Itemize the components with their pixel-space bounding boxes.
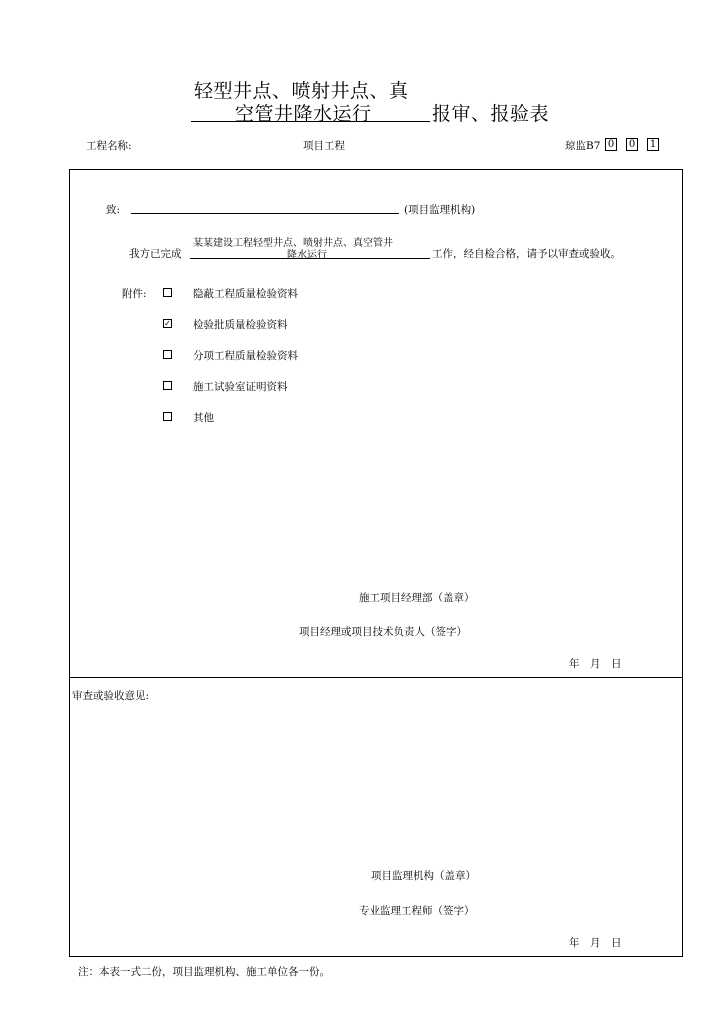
attachment-checkbox-5[interactable] (163, 412, 172, 421)
form-code-digit-3: 1 (647, 138, 659, 151)
attachment-label-1: 隐蔽工程质量检验资料 (193, 288, 298, 300)
complete-value-line-2: 降水运行 (287, 250, 327, 261)
form-code-digit-2: 0 (626, 138, 638, 151)
footer-note: 注：本表一式二份，项目监理机构、施工单位各一份。 (78, 966, 330, 978)
section1-date: 年 月 日 (569, 658, 622, 670)
title-line-1: 轻型井点、喷射井点、真 (194, 80, 409, 102)
attachment-label-5: 其他 (193, 412, 214, 424)
title-underline (191, 121, 430, 122)
engineer-sign-label: 专业监理工程师（签字） (359, 905, 475, 917)
form-code-label: 琼监B7 (565, 140, 601, 152)
attachment-label-2: 检验批质量检验资料 (193, 319, 288, 331)
opinion-label: 审查或验收意见: (72, 690, 150, 702)
check-icon: ✓ (164, 319, 171, 328)
section2-date: 年 月 日 (569, 937, 622, 949)
complete-prefix: 我方已完成 (129, 248, 182, 260)
project-name-label: 工程名称: (86, 140, 132, 152)
section-divider (69, 677, 683, 678)
complete-suffix: 工作，经自检合格，请予以审查或验收。 (432, 248, 621, 260)
title-line-2-underlined: 空管井降水运行 (235, 103, 372, 125)
form-frame (69, 169, 683, 957)
attachment-checkbox-2[interactable] (163, 319, 172, 328)
agency-stamp-label: 项目监理机构（盖章） (371, 870, 476, 882)
project-name-value: 项目工程 (303, 140, 345, 152)
attachments-label: 附件: (122, 288, 147, 300)
attachment-label-4: 施工试验室证明资料 (193, 381, 288, 393)
attachment-checkbox-1[interactable] (163, 288, 172, 297)
attachment-checkbox-4[interactable] (163, 381, 172, 390)
complete-value-line-1: 某某建设工程轻型井点、喷射井点、真空管井 (193, 238, 393, 249)
to-label: 致: (106, 204, 121, 216)
title-line-2-suffix: 报审、报验表 (432, 103, 550, 125)
manager-sign-label: 项目经理或项目技术负责人（签字） (299, 626, 467, 638)
to-suffix: (项目监理机构) (404, 204, 476, 216)
to-underline (131, 213, 399, 214)
attachment-label-3: 分项工程质量检验资料 (193, 350, 298, 362)
attachment-checkbox-3[interactable] (163, 350, 172, 359)
complete-underline (190, 258, 430, 259)
form-code-digit-1: 0 (605, 138, 617, 151)
dept-stamp-label: 施工项目经理部（盖章） (359, 592, 475, 604)
